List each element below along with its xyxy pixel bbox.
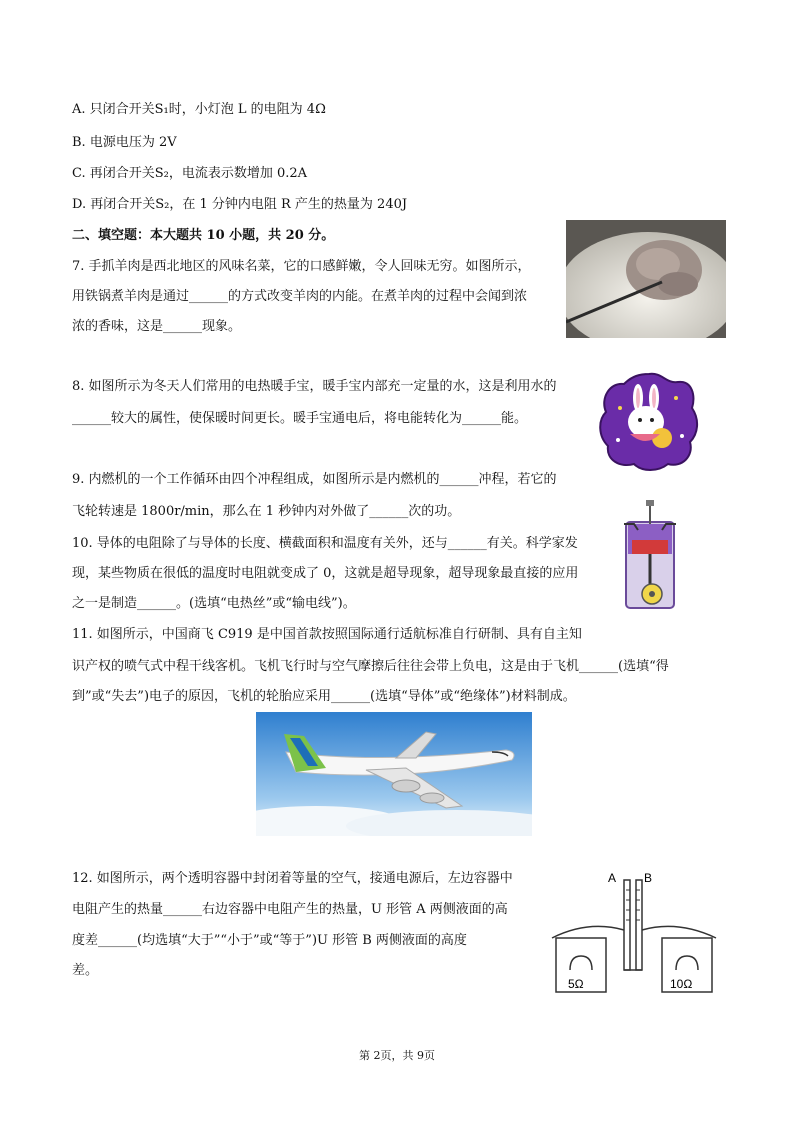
hand-warmer-image bbox=[596, 368, 702, 474]
mutton-pot-photo bbox=[566, 220, 726, 338]
tube-a-label: A bbox=[608, 871, 617, 885]
q12-line-4: 差。 bbox=[72, 963, 99, 978]
q11-line-2: 识产权的喷气式中程干线客机。飞机飞行时与空气摩擦后往往会带上负电，这是由于飞机______(选填“得 bbox=[72, 659, 669, 674]
q12-line-1: 12. 如图所示，两个透明容器中封闭着等量的空气，接通电源后，左边容器中 bbox=[72, 871, 513, 886]
q7-line-3: 浓的香味，这是______现象。 bbox=[72, 319, 242, 334]
option-a: A. 只闭合开关S₁时，小灯泡 L 的电阻为 4Ω bbox=[72, 102, 326, 117]
engine-cylinder-diagram bbox=[618, 500, 682, 622]
q8-line-2: ______较大的属性，使保暖时间更长。暖手宝通电后，将电能转化为______能。 bbox=[72, 411, 528, 426]
resistor-right-label: 10Ω bbox=[670, 977, 693, 991]
c919-airplane-photo bbox=[256, 712, 532, 836]
q9-line-2: 飞轮转速是 1800r/min，那么在 1 秒钟内对外做了______次的功。 bbox=[72, 504, 461, 519]
q11-line-3: 到”或“失去”)电子的原因，飞机的轮胎应采用______(选填“导体”或“绝缘体”)材料制成。 bbox=[72, 689, 576, 704]
tube-b-label: B bbox=[644, 871, 653, 885]
q8-line-1: 8. 如图所示为冬天人们常用的电热暖手宝，暖手宝内部充一定量的水，这是利用水的 bbox=[72, 379, 557, 394]
u-tube-heating-diagram bbox=[548, 870, 720, 998]
resistor-left-label: 5Ω bbox=[568, 977, 584, 991]
q7-line-1: 7. 手抓羊肉是西北地区的风味名菜，它的口感鲜嫩，令人回味无穷。如图所示， bbox=[72, 259, 531, 274]
q12-line-3: 度差______(均选填“大于”“小于”或“等于”)U 形管 B 两侧液面的高度 bbox=[72, 933, 467, 948]
q10-line-1: 10. 导体的电阻除了与导体的长度、横截面积和温度有关外，还与______有关。科学家发 bbox=[72, 536, 578, 551]
section-header: 二、填空题：本大题共 10 小题，共 20 分。 bbox=[72, 228, 335, 243]
q10-line-3: 之一是制造______。(选填“电热丝”或“输电线”)。 bbox=[72, 596, 356, 611]
option-c: C. 再闭合开关S₂，电流表示数增加 0.2A bbox=[72, 166, 308, 181]
q12-line-2: 电阻产生的热量______右边容器中电阻产生的热量，U 形管 A 两侧液面的高 bbox=[72, 902, 508, 917]
q7-line-2: 用铁锅煮羊肉是通过______的方式改变羊肉的内能。在煮羊肉的过程中会闻到浓 bbox=[72, 289, 528, 304]
q11-line-1: 11. 如图所示，中国商飞 C919 是中国首款按照国际通行适航标准自行研制、具有自主知 bbox=[72, 627, 582, 642]
option-b: B. 电源电压为 2V bbox=[72, 135, 177, 150]
option-d: D. 再闭合开关S₂，在 1 分钟内电阻 R 产生的热量为 240J bbox=[72, 197, 408, 212]
q9-line-1: 9. 内燃机的一个工作循环由四个冲程组成，如图所示是内燃机的______冲程，若它的 bbox=[72, 472, 557, 487]
page-footer: 第 2页，共 9页 bbox=[359, 1049, 435, 1062]
q10-line-2: 现，某些物质在很低的温度时电阻就变成了 0，这就是超导现象，超导现象最直接的应用 bbox=[72, 566, 579, 581]
